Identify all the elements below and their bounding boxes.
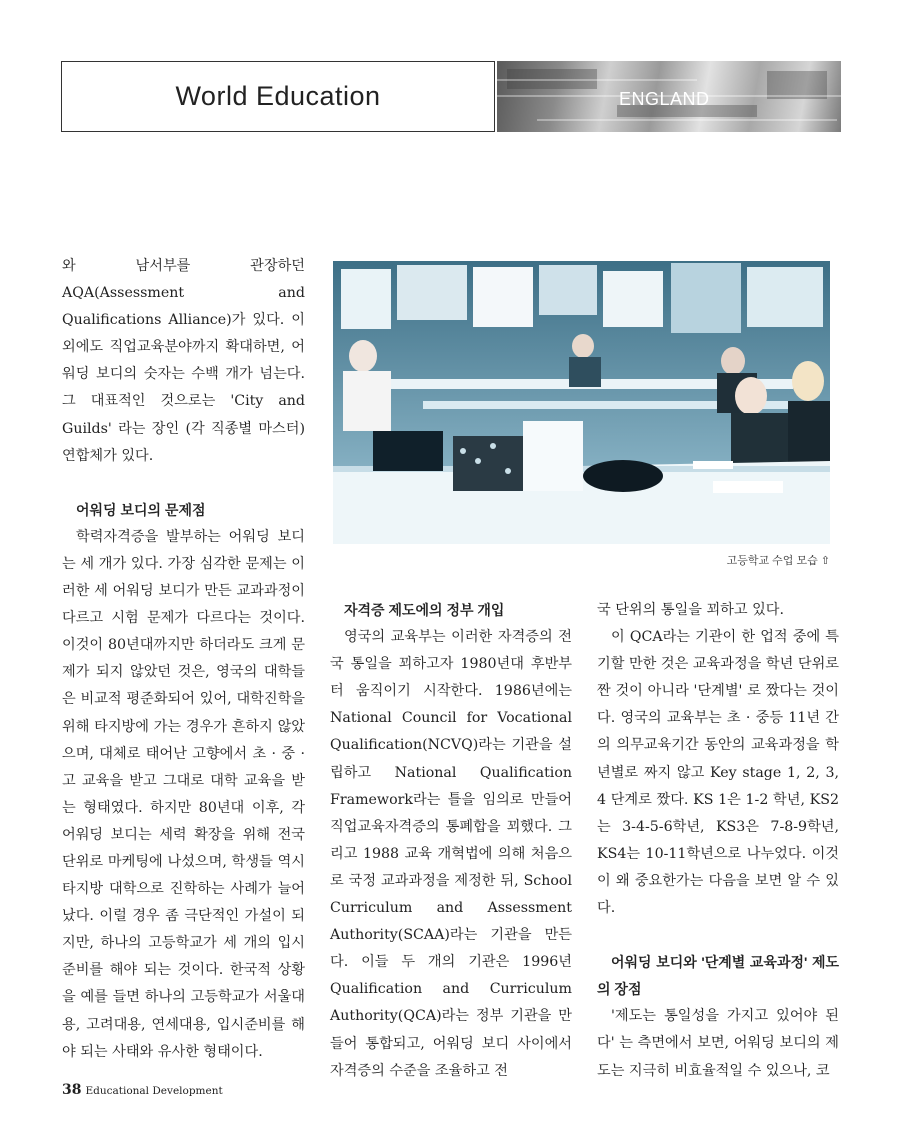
header-banner-image xyxy=(497,61,841,132)
page-footer xyxy=(62,1082,223,1098)
classroom-photo xyxy=(333,261,830,544)
photo-caption: 고등학교 수업 모습 ⇧ xyxy=(726,555,830,567)
country-tag: ENGLAND xyxy=(619,89,710,109)
column-3 xyxy=(597,597,839,1085)
paragraph: '제도는 통일성을 가지고 있어야 된다' 는 측면에서 보면, 어워딩 보디의 제도는 지극히 비효율적일 수 있으나, 코 xyxy=(597,1008,839,1079)
column-2 xyxy=(330,597,572,1085)
paragraph: 국 단위의 통일을 꾀하고 있다. xyxy=(597,602,785,618)
header-title-box xyxy=(61,61,495,132)
column-1 xyxy=(62,253,305,1066)
paragraph: 와 남서부를 관장하던 AQA(Assessment and Qualifications Alliance)가 있다. 이 외에도 직업교육분야까지 확대하면, 어워딩 보디의 숫자는 수백 개가 넘는다. 그 대표적인 것으로는 'City and Guilds' 라는 장인 (각 직종별 마스터) 연합체가 있다. xyxy=(62,258,305,464)
section-title: World Education xyxy=(175,81,381,111)
paragraph: 학력자격증을 발부하는 어워딩 보디는 세 개가 있다. 가장 심각한 문제는 이러한 세 어워딩 보디가 만든 교과과정이 다르고 시험 문제가 다르다는 것이다. 이것이 80년대까지만 하더라도 크게 문제가 되지 않았던 것은, 영국의 대학들은 비교적 평준화되어 있어, 대학진학을 위해 타지방에 가는 경우가 흔하지 않았으며, 대체로 태어난 고향에서 초 · 중 · 고 교육을 받고 그대로 대학 교육을 받는 형태였다. 하지만 80년대 이후, 각 어워딩 보디는 세력 확장을 위해 전국 단위로 마케팅에 나섰으며, 학생들 역시 타지방 대학으로 진학하는 사례가 늘어났다. 이럴 경우 좀 극단적인 가설이 되지만, 하나의 고등학교가 세 개의 입시 준비를 해야 되는 것이다. 한국적 상황을 예를 들면 하나의 고등학교가 서울대용, 고려대용, 연세대용, 입시준비를 해야 되는 사태와 유사한 형태이다. xyxy=(62,528,305,1060)
section-heading: 어워딩 보디와 '단계별 교육과정' 제도의 장점 xyxy=(597,954,839,998)
page-number: 38 xyxy=(62,1082,82,1098)
section-heading: 어워딩 보디의 문제점 xyxy=(76,501,206,518)
section-heading: 자격증 제도에의 정부 개입 xyxy=(344,602,505,618)
paragraph: 이 QCA라는 기관이 한 업적 중에 특기할 만한 것은 교육과정을 학년 단위로 짠 것이 아니라 '단계별' 로 짰다는 것이다. 영국의 교육부는 초 · 중등 11년 간의 의무교육기간 동안의 교육과정을 학년별로 짜지 않고 Key stage 1, 2, 3, 4 단계로 짰다. KS 1은 1-2 학년, KS2는 3-4-5-6학년, KS3은 7-8-9학년, KS4는 10-11학년으로 나누었다. 이것이 왜 중요한가는 다음을 보면 알 수 있다. xyxy=(597,629,839,917)
paragraph: 영국의 교육부는 이러한 자격증의 전국 통일을 꾀하고자 1980년대 후반부터 움직이기 시작한다. 1986년에는 National Council for Vocational Qualification(NCVQ)라는 기관을 설립하고 National Qualification Framework라는 틀을 임의로 만들어 직업교육자격증의 통폐합을 꾀했다. 그리고 1988 교육 개혁법에 의해 처음으로 국정 교과과정을 제정한 뒤, School Curriculum and Assessment Authority(SCAA)라는 기관을 만든다. 이들 두 개의 기관은 1996년 Qualification and Curriculum Authority(QCA)라는 정부 기관을 만들어 통합되고, 어워딩 보디 사이에서 자격증의 수준을 조율하고 전 xyxy=(330,629,572,1079)
publication-name: Educational Development xyxy=(85,1085,223,1097)
